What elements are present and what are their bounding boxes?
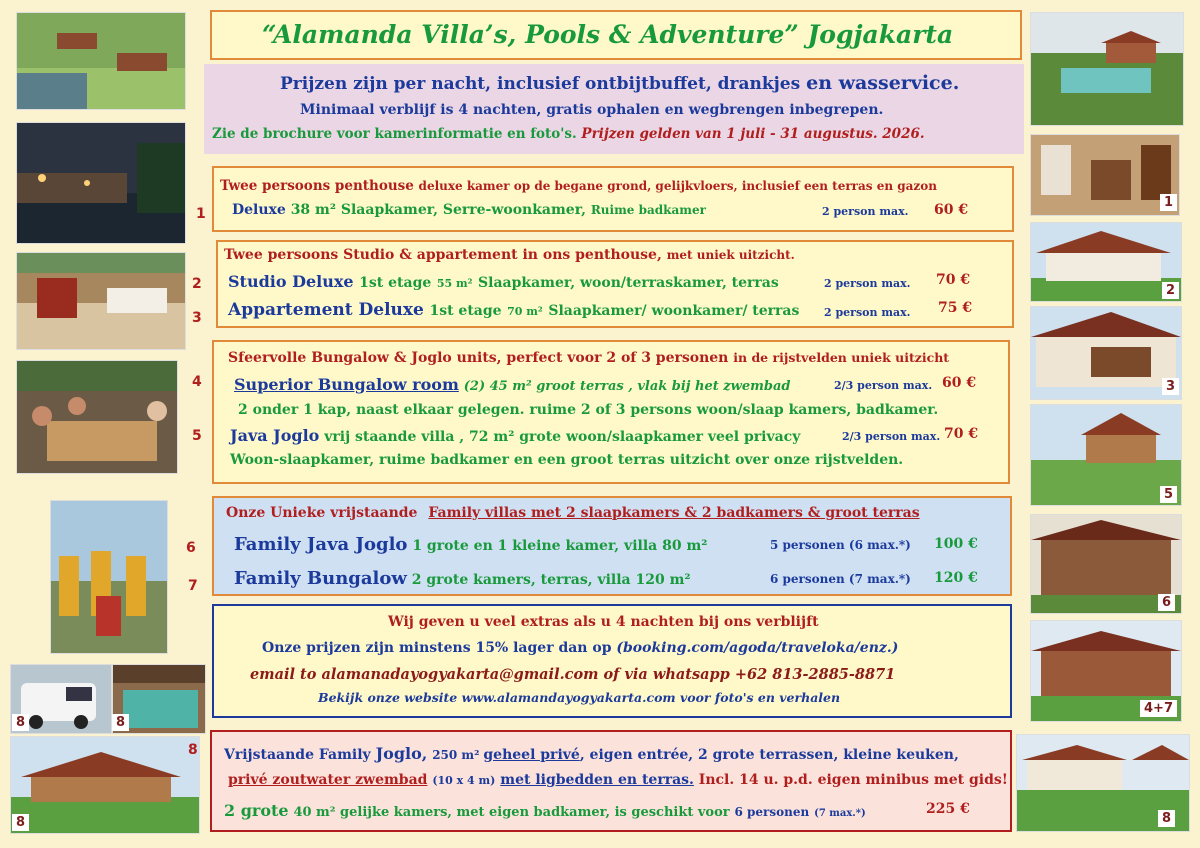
intro-text: Prijzen zijn per nacht, inclusief ontbijtbuffet, drankjes xyxy=(280,74,801,94)
section-deluxe xyxy=(212,166,1014,232)
photo-badge: 3 xyxy=(1162,378,1179,395)
villa-text: geheel privé xyxy=(483,747,580,763)
room-row-family-bungalow xyxy=(234,568,994,589)
private-villa-line-1 xyxy=(224,744,959,763)
photo-deluxe-room xyxy=(1030,134,1180,216)
photo-studio-terrace xyxy=(1030,306,1182,400)
heading-text: deluxe kamer op de begane grond, gelijkvloers, inclusief een terras en gazon xyxy=(418,179,937,193)
villa-size: (10 x 4 m) xyxy=(432,774,496,787)
villa-text: 2 grote xyxy=(224,801,289,820)
room-number: 4 xyxy=(192,374,202,390)
room-name: Appartement Deluxe xyxy=(228,300,424,320)
private-villa-line-3 xyxy=(224,801,984,820)
photo-rice-field-aerial xyxy=(16,12,186,110)
room-row-java-joglo xyxy=(230,426,990,445)
villa-text: Vrijstaande Family xyxy=(224,747,371,763)
photo-guests-dinner xyxy=(16,360,178,474)
room-desc: Ruime badkamer xyxy=(590,203,706,217)
photo-penthouse-building xyxy=(1030,222,1182,302)
photo-badge: 6 xyxy=(1158,594,1175,611)
heading-text: met uniek uitzicht. xyxy=(666,248,795,262)
room-name: Family Java Joglo xyxy=(234,534,408,555)
room-row-appartement xyxy=(228,300,988,320)
extras-heading: Wij geven u veel extras als u 4 nachten bij ons verblijft xyxy=(388,614,819,630)
villa-capacity: (7 max.*) xyxy=(814,808,866,819)
photo-family-joglo-exterior xyxy=(10,736,200,834)
intro-line-3 xyxy=(212,126,925,142)
room-capacity: 2 person max. xyxy=(824,277,911,290)
section-heading xyxy=(220,178,937,194)
room-desc: 2 grote kamers, terras, villa 120 m² xyxy=(411,572,691,588)
room-detail-line: 2 onder 1 kap, naast elkaar gelegen. ruime 2 of 3 persons woon/slaap kamers, badkamer. xyxy=(238,402,939,418)
photo-badge: 4+7 xyxy=(1140,700,1177,717)
intro-line-2: Minimaal verblijf is 4 nachten, gratis ophalen en wegbrengen inbegrepen. xyxy=(300,102,884,118)
room-detail-line: Woon-slaapkamer, ruime badkamer en een groot terras uitzicht over onze rijstvelden. xyxy=(230,452,904,468)
room-desc: (2) 45 m² groot terras , vlak bij het zwembad xyxy=(463,379,791,394)
room-size: 38 m² xyxy=(290,202,336,218)
room-number: 2 xyxy=(192,276,202,292)
room-price: 75 € xyxy=(938,300,973,316)
room-desc: 1 grote en 1 kleine kamer, villa 80 m² xyxy=(412,538,708,554)
room-number: 5 xyxy=(192,428,202,444)
intro-text: en wasservice. xyxy=(806,72,960,94)
room-price: 60 € xyxy=(942,375,977,391)
villa-text: , eigen entrée, 2 grote terrassen, kleine keuken, xyxy=(579,747,959,763)
room-desc: Slaapkamer/ woonkamer/ terras xyxy=(548,303,800,319)
villa-text: Joglo, xyxy=(375,744,428,763)
intro-text: Zie de brochure voor kamerinformatie en foto's. xyxy=(212,126,577,142)
extras-text: (booking.com/agoda/traveloka/enz.) xyxy=(616,640,899,656)
photo-badge: 8 xyxy=(12,814,29,831)
room-number: 6 xyxy=(186,540,196,556)
room-desc: Slaapkamer, woon/terraskamer, terras xyxy=(478,275,779,291)
extras-line-2 xyxy=(262,640,898,656)
contact-line[interactable]: email to alamanadayogyakarta@gmail.com of via whatsapp +62 813-2885-8871 xyxy=(250,666,896,683)
page-title: “Alamanda Villa’s, Pools & Adventure” Jogjakarta xyxy=(262,20,954,49)
photo-badge: 8 xyxy=(12,714,29,731)
villa-text: 40 m² gelijke kamers, met eigen badkamer, is geschikt voor xyxy=(293,805,730,820)
photo-badge: 1 xyxy=(1160,194,1177,211)
room-capacity: 2/3 person max. xyxy=(834,379,933,392)
section-heading xyxy=(224,247,795,263)
villa-size: 250 m² xyxy=(432,748,480,762)
room-price: 60 € xyxy=(934,202,969,218)
villa-text: met ligbedden en terras. xyxy=(500,772,694,788)
room-number: 3 xyxy=(192,310,202,326)
photo-badge: 5 xyxy=(1160,486,1177,503)
website-link[interactable]: Bekijk onze website www.alamandayogyakarta.com voor foto's en verhalen xyxy=(318,690,841,705)
extras-text: Onze prijzen zijn minstens 15% lager dan op xyxy=(262,640,612,656)
private-villa-line-2 xyxy=(228,772,1008,788)
room-name: Studio Deluxe xyxy=(228,272,354,291)
room-size: 70 m² xyxy=(507,305,543,318)
heading-text: Family villas met 2 slaapkamers & 2 badkamers & groot terras xyxy=(428,505,920,521)
room-capacity: 2/3 person max. xyxy=(842,430,941,443)
photo-staff-group xyxy=(50,500,168,654)
photo-badge: 2 xyxy=(1162,282,1179,299)
room-capacity: 5 personen (6 max.*) xyxy=(770,538,911,552)
heading-text: Sfeervolle Bungalow & Joglo units, perfect voor 2 of 3 personen xyxy=(228,350,729,366)
photo-badge: 8 xyxy=(1158,810,1175,827)
photo-badge: 8 xyxy=(112,714,129,731)
room-price: 100 € xyxy=(934,536,978,552)
room-name: Deluxe xyxy=(232,202,286,218)
room-row-deluxe xyxy=(232,202,992,218)
villa-price: 225 € xyxy=(926,801,970,817)
room-size: 55 m² xyxy=(436,277,473,290)
room-number: 7 xyxy=(188,578,198,594)
intro-text: Prijzen gelden van 1 juli - 31 augustus. 2026. xyxy=(581,126,925,142)
room-desc: 1st etage xyxy=(429,303,502,319)
photo-night-pond xyxy=(16,122,186,244)
heading-text: Onze Unieke vrijstaande xyxy=(226,505,418,521)
photo-breakfast-table xyxy=(16,252,186,350)
room-price: 70 € xyxy=(944,426,979,442)
room-name: Java Joglo xyxy=(230,426,320,445)
room-desc: 1st etage xyxy=(359,275,432,291)
room-number: 8 xyxy=(188,742,198,758)
heading-text: in de rijstvelden uniek uitzicht xyxy=(733,350,950,365)
room-desc: vrij staande villa , 72 m² grote woon/slaapkamer veel privacy xyxy=(324,429,801,445)
villa-text: Incl. 14 u. p.d. eigen minibus met gids! xyxy=(698,772,1008,788)
room-row-studio xyxy=(228,272,988,291)
heading-text: Twee persoons Studio & appartement in ons penthouse, xyxy=(224,247,662,263)
room-name: Family Bungalow xyxy=(234,568,407,589)
villa-capacity: 6 personen xyxy=(734,805,810,819)
room-name[interactable]: Superior Bungalow room xyxy=(234,375,459,394)
room-number: 1 xyxy=(196,206,206,222)
room-capacity: 2 person max. xyxy=(824,306,911,319)
room-capacity: 2 person max. xyxy=(822,205,909,218)
intro-line-1 xyxy=(280,72,959,94)
section-heading xyxy=(228,350,949,366)
room-desc: Slaapkamer, Serre-woonkamer, xyxy=(340,202,586,218)
photo-pool-garden xyxy=(1030,12,1184,126)
heading-text: Twee persoons penthouse xyxy=(220,178,414,194)
room-capacity: 6 personen (7 max.*) xyxy=(770,572,911,586)
room-price: 120 € xyxy=(934,570,978,586)
room-price: 70 € xyxy=(936,272,971,288)
room-row-family-java-joglo xyxy=(234,534,994,555)
villa-text: privé zoutwater zwembad xyxy=(228,772,428,788)
section-heading xyxy=(226,505,920,521)
room-row-superior xyxy=(234,375,994,394)
